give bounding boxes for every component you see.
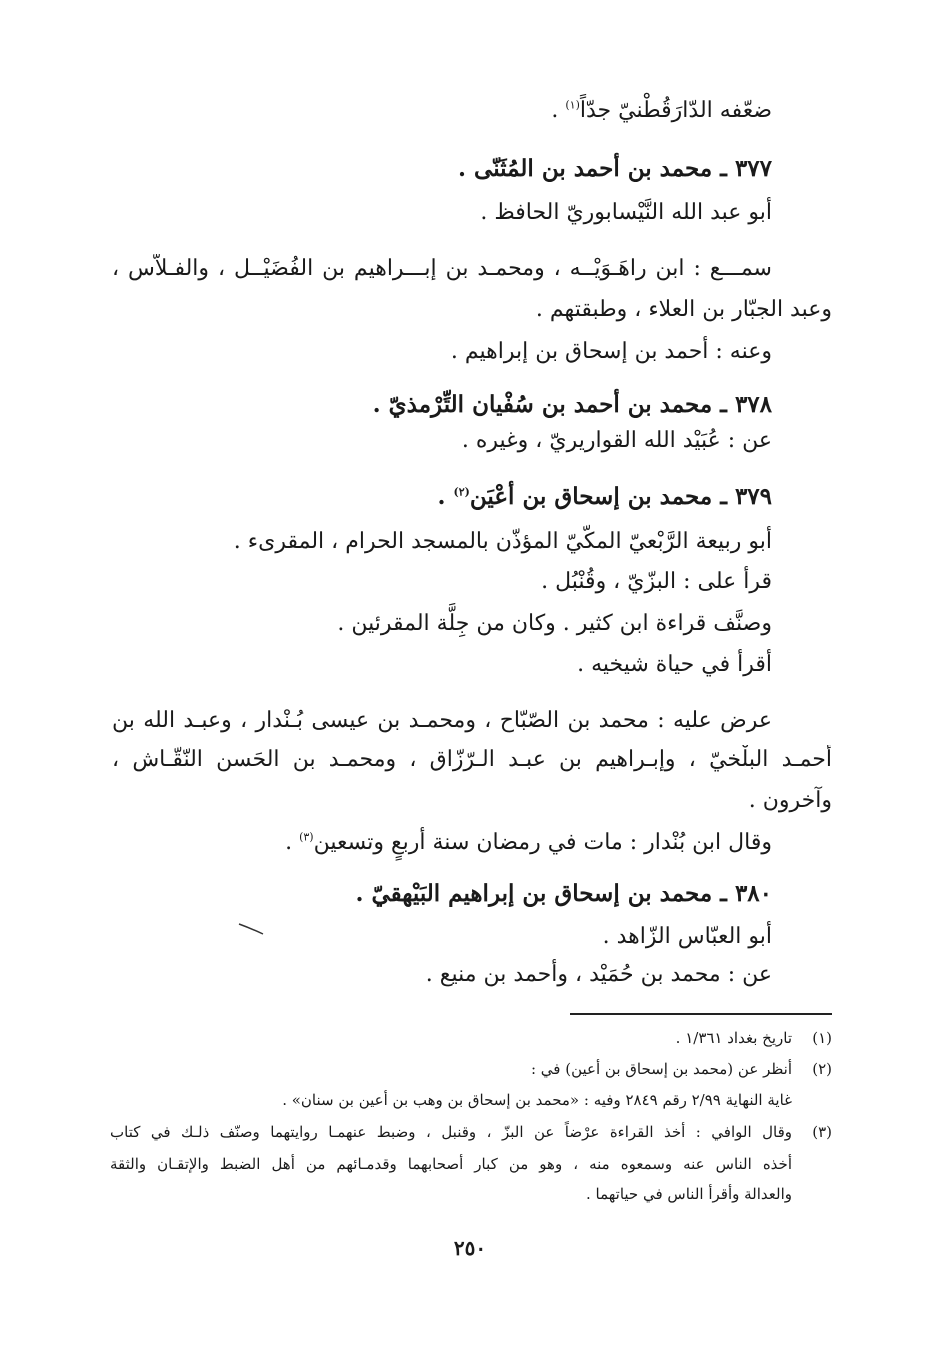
line-end: . — [551, 98, 559, 123]
text-line — [551, 96, 772, 126]
footnote-number: (٢) — [812, 1060, 832, 1078]
footnote-ref: (١) — [565, 98, 580, 112]
text-line: وآخرون . — [748, 788, 832, 813]
footnote-ref: (٣) — [299, 830, 314, 844]
text-line: أبو العبّاس الزّاهد . — [602, 924, 772, 949]
text-line-justified: أحمـد البلْخيّ ، وإبـراهيم بن عبـد الـرّزّاق ، ومحمـد بن الحَسن النّقّـاش ، — [112, 747, 832, 772]
text-line: عن : محمد بن حُمَيْد ، وأحمد بن منيع . — [425, 962, 772, 987]
entry-heading-378: ٣٧٨ ـ محمد بن أحمد بن سُفْيان التِّرْمذيّ . — [372, 391, 772, 418]
heading-text: ٣٧٩ ـ محمد بن إسحاق بن أعْيَن — [469, 483, 772, 510]
stray-pen-mark — [238, 922, 264, 936]
footnote-text: وقال الوافي : أخذ القراءة عرْضاً عن البزّ ، وقنبل ، وضبط عنهمـا روايتهما وصنّف ذلـك في كتاب — [110, 1123, 792, 1141]
footnote-text: غاية النهاية ٢/٩٩ رقم ٢٨٤٩ وفيه : «محمد بن إسحاق بن وهب بن أعين بن سنان» . — [282, 1091, 792, 1109]
page-number: ٢٥٠ — [453, 1236, 487, 1260]
text-line: وصنَّف قراءة ابن كثير . وكان من جِلَّة المقرئين . — [337, 611, 772, 636]
footnote-number: (٣) — [812, 1123, 832, 1141]
text-line — [285, 828, 772, 858]
heading-end: . — [437, 483, 446, 510]
entry-heading-377: ٣٧٧ ـ محمد بن أحمد بن المُثَنّى . — [458, 155, 772, 182]
footnote-text: أخذه الناس عنه وسمعوه منه ، وهو من كبار أصحابهما وقدمـائهم من أهل الضبط والإتقـان والثقة — [110, 1155, 792, 1173]
entry-heading-379 — [437, 482, 772, 512]
text-line: وعنه : أحمد بن إسحاق بن إبراهيم . — [450, 339, 772, 364]
text-line-justified: عرض عليه : محمد بن الصّبّاح ، ومحمـد بن عيسى بُـنْدار ، وعبـد الله بن — [112, 708, 772, 733]
footnote-divider — [570, 1013, 832, 1015]
footnote-ref: (٢) — [453, 485, 470, 499]
text-line: أبو عبد الله النَّيْسابوريّ الحافظ . — [480, 200, 772, 225]
text-line: عن : عُبَيْد الله القواريريّ ، وغيره . — [461, 428, 772, 453]
line-text: ضعّفه الدّارَقُطْنيّ جدّاً — [579, 98, 772, 123]
footnote-text: والعدالة وأقرأ الناس في حياتهما . — [585, 1185, 792, 1203]
entry-heading-380: ٣٨٠ ـ محمد بن إسحاق بن إبراهيم البَيْهقيّ . — [355, 880, 772, 907]
text-line-justified: سمـــع : ابن راهَـوَيْــه ، ومحمـد بن إبـــراهيم بن الفُضَيْــل ، والفـلاّس ، — [112, 256, 772, 281]
footnote-text: تاريخ بغداد ١/٣٦١ . — [675, 1029, 792, 1047]
line-end: . — [285, 830, 293, 855]
text-line: أقرأ في حياة شيخيه . — [577, 652, 772, 677]
line-text: وقال ابن بُنْدار : مات في رمضان سنة أربعٍ وتسعين — [313, 830, 772, 855]
text-line: قرأ على : البزّيّ ، وقُنْبُل . — [541, 569, 772, 594]
footnote-number: (١) — [812, 1029, 832, 1047]
text-line: أبو ربيعة الرَّبْعيّ المكّيّ المؤذّن بالمسجد الحرام ، المقرىء . — [233, 529, 772, 554]
footnote-text: أنظر عن (محمد بن إسحاق بن أعين) في : — [530, 1060, 792, 1078]
text-line: وعبد الجبّار بن العلاء ، وطبقتهم . — [535, 297, 832, 322]
